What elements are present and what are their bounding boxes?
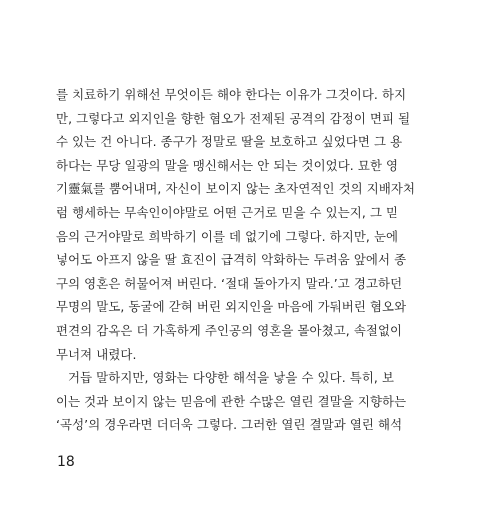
text-line: 만, 그렇다고 외지인을 향한 혐오가 전제된 공격의 감정이 면피 될 — [56, 110, 411, 126]
text-line: 럼 행세하는 무속인이야말로 어떤 근거로 믿을 수 있는지, 그 믿 — [56, 204, 399, 220]
text-line: 거듭 말하지만, 영화는 다양한 해석을 낳을 수 있다. 특히, 보 — [68, 370, 395, 386]
text-line: 를 치료하기 위해선 무엇이든 해야 한다는 이유가 그것이다. 하지 — [56, 87, 407, 102]
text-line: 이는 것과 보이지 않는 믿음에 관한 수많은 열린 결말을 지향하는 — [56, 393, 407, 409]
text-line: 음의 근거야말로 희박하기 이를 데 없기에 그렇다. 하지만, 눈에 — [56, 228, 399, 244]
text-line: 하다는 무당 일광의 말을 맹신해서는 안 되는 것이었다. 묘한 영 — [56, 157, 399, 173]
text-line: 수 있는 건 아니다. 종구가 정말로 딸을 보호하고 싶었다면 그 용 — [56, 134, 403, 150]
paragraph-1 — [56, 83, 456, 366]
text-line: 편견의 감옥은 더 가혹하게 주인공의 영혼을 몰아쳤고, 속절없이 — [56, 322, 403, 338]
text-line: 무명의 말도, 동굴에 갇혀 버린 외지인을 마음에 가둬버린 혐오와 — [56, 299, 407, 315]
page-number: 18 — [57, 454, 75, 470]
text-line: 기靈氣를 뿜어내며, 자신이 보이지 않는 초자연적인 것의 지배자처 — [56, 181, 416, 197]
text-line: 넣어도 아프지 않을 딸 효진이 급격히 악화하는 두려움 앞에서 종 — [56, 252, 407, 268]
text-line: 구의 영혼은 허물어져 버린다. ‘절대 돌아가지 말라.’고 경고하던 — [56, 275, 403, 291]
paragraph-2 — [56, 366, 456, 437]
text-line: 무너져 내렸다. — [56, 346, 137, 362]
body-text — [56, 83, 456, 437]
text-line: ‘곡성’의 경우라면 더더욱 그렇다. 그러한 열린 결말과 열린 해석 — [56, 417, 403, 433]
